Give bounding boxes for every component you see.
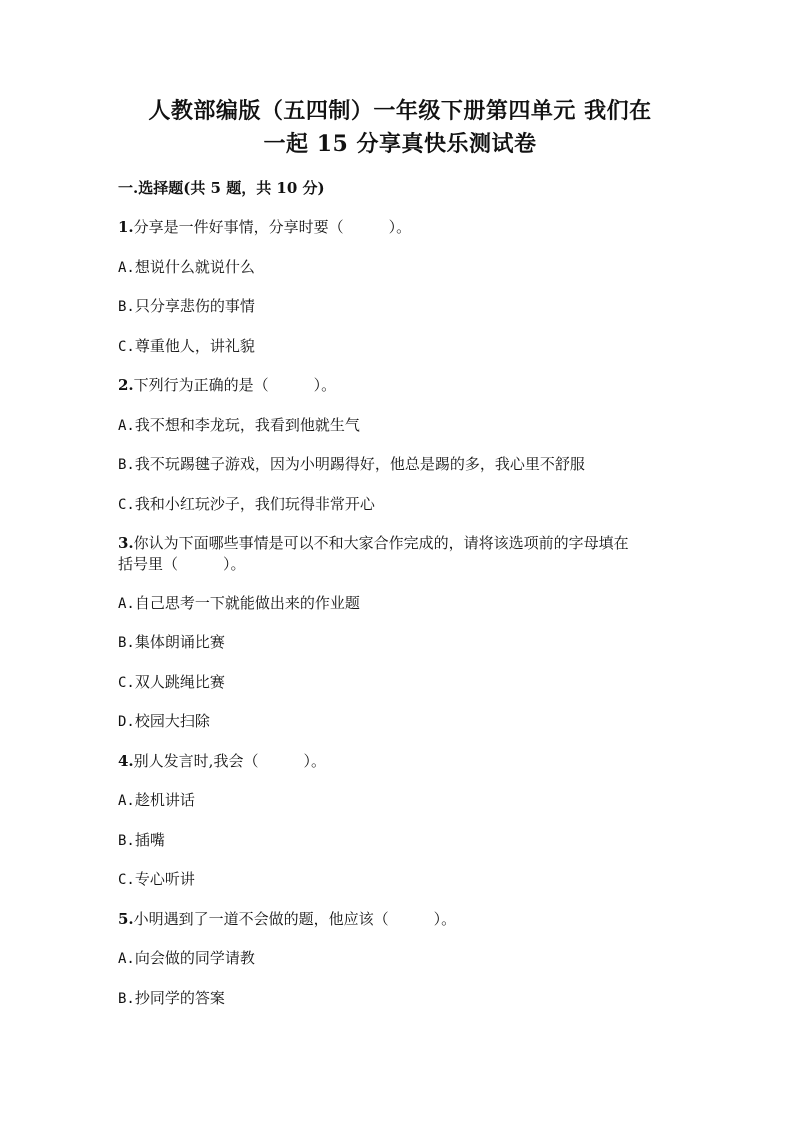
document-title-line-2: 一起 15 分享真快乐测试卷 bbox=[263, 131, 537, 157]
question-2-option-a bbox=[118, 414, 360, 437]
option-text: 集体朗诵比赛 bbox=[134, 633, 225, 651]
question-3 bbox=[118, 532, 629, 554]
option-text: 我不想和李龙玩，我看到他就生气 bbox=[134, 416, 360, 434]
question-number: 3. bbox=[118, 534, 134, 552]
question-3-option-b bbox=[118, 631, 225, 654]
option-text: 只分享悲伤的事情 bbox=[134, 297, 255, 315]
question-number: 4. bbox=[118, 752, 134, 770]
option-letter: B. bbox=[118, 991, 135, 1007]
question-5 bbox=[118, 908, 456, 930]
question-text: 别人发言时,我会（ ）。 bbox=[133, 752, 326, 770]
question-text-line-2: 括号里（ ）。 bbox=[118, 555, 246, 573]
option-text: 趁机讲话 bbox=[134, 791, 195, 809]
question-text-line-1: 你认为下面哪些事情是可以不和大家合作完成的，请将该选项前的字母填在 bbox=[133, 534, 629, 552]
option-letter: C. bbox=[118, 339, 135, 355]
option-letter: B. bbox=[118, 635, 135, 651]
option-letter: A. bbox=[118, 596, 135, 612]
question-1-option-a bbox=[118, 256, 255, 279]
option-letter: A. bbox=[118, 260, 135, 276]
option-text: 我不玩踢毽子游戏，因为小明踢得好，他总是踢的多，我心里不舒服 bbox=[134, 455, 585, 473]
question-2-option-c bbox=[118, 493, 375, 516]
section-heading: 一.选择题(共 5 题，共 10 分) bbox=[118, 179, 325, 197]
option-letter: B. bbox=[118, 833, 135, 849]
question-3-continued bbox=[118, 553, 246, 575]
option-letter: C. bbox=[118, 497, 135, 513]
question-4 bbox=[118, 750, 326, 772]
question-1-option-c bbox=[118, 335, 255, 358]
question-number: 2. bbox=[118, 376, 134, 394]
option-text: 我和小红玩沙子，我们玩得非常开心 bbox=[134, 495, 375, 513]
option-letter: B. bbox=[118, 299, 135, 315]
option-letter: C. bbox=[118, 675, 135, 691]
question-2 bbox=[118, 374, 336, 396]
option-letter: D. bbox=[118, 714, 135, 730]
question-3-option-d bbox=[118, 710, 210, 733]
question-number: 5. bbox=[118, 910, 134, 928]
question-1-option-b bbox=[118, 295, 255, 318]
option-text: 抄同学的答案 bbox=[134, 989, 225, 1007]
question-3-option-a bbox=[118, 592, 360, 615]
document-title-line-1: 人教部编版（五四制）一年级下册第四单元 我们在 bbox=[148, 98, 652, 124]
question-5-option-b bbox=[118, 987, 225, 1010]
option-letter: A. bbox=[118, 951, 135, 967]
option-text: 向会做的同学请教 bbox=[134, 949, 255, 967]
option-text: 校园大扫除 bbox=[134, 712, 210, 730]
question-1 bbox=[118, 216, 411, 238]
question-text: 分享是一件好事情，分享时要（ ）。 bbox=[133, 218, 412, 236]
question-text: 小明遇到了一道不会做的题，他应该（ ）。 bbox=[133, 910, 457, 928]
question-3-option-c bbox=[118, 671, 225, 694]
option-letter: B. bbox=[118, 457, 135, 473]
question-4-option-c bbox=[118, 868, 195, 891]
option-text: 专心听讲 bbox=[134, 870, 195, 888]
question-5-option-a bbox=[118, 947, 255, 970]
question-text: 下列行为正确的是（ ）。 bbox=[133, 376, 337, 394]
option-letter: A. bbox=[118, 793, 135, 809]
question-2-option-b bbox=[118, 453, 585, 476]
option-text: 尊重他人，讲礼貌 bbox=[134, 337, 255, 355]
option-text: 自己思考一下就能做出来的作业题 bbox=[134, 594, 360, 612]
option-text: 想说什么就说什么 bbox=[134, 258, 255, 276]
option-text: 插嘴 bbox=[134, 831, 165, 849]
option-letter: A. bbox=[118, 418, 135, 434]
question-4-option-a bbox=[118, 789, 195, 812]
option-text: 双人跳绳比赛 bbox=[134, 673, 225, 691]
question-number: 1. bbox=[118, 218, 134, 236]
question-4-option-b bbox=[118, 829, 165, 852]
option-letter: C. bbox=[118, 872, 135, 888]
